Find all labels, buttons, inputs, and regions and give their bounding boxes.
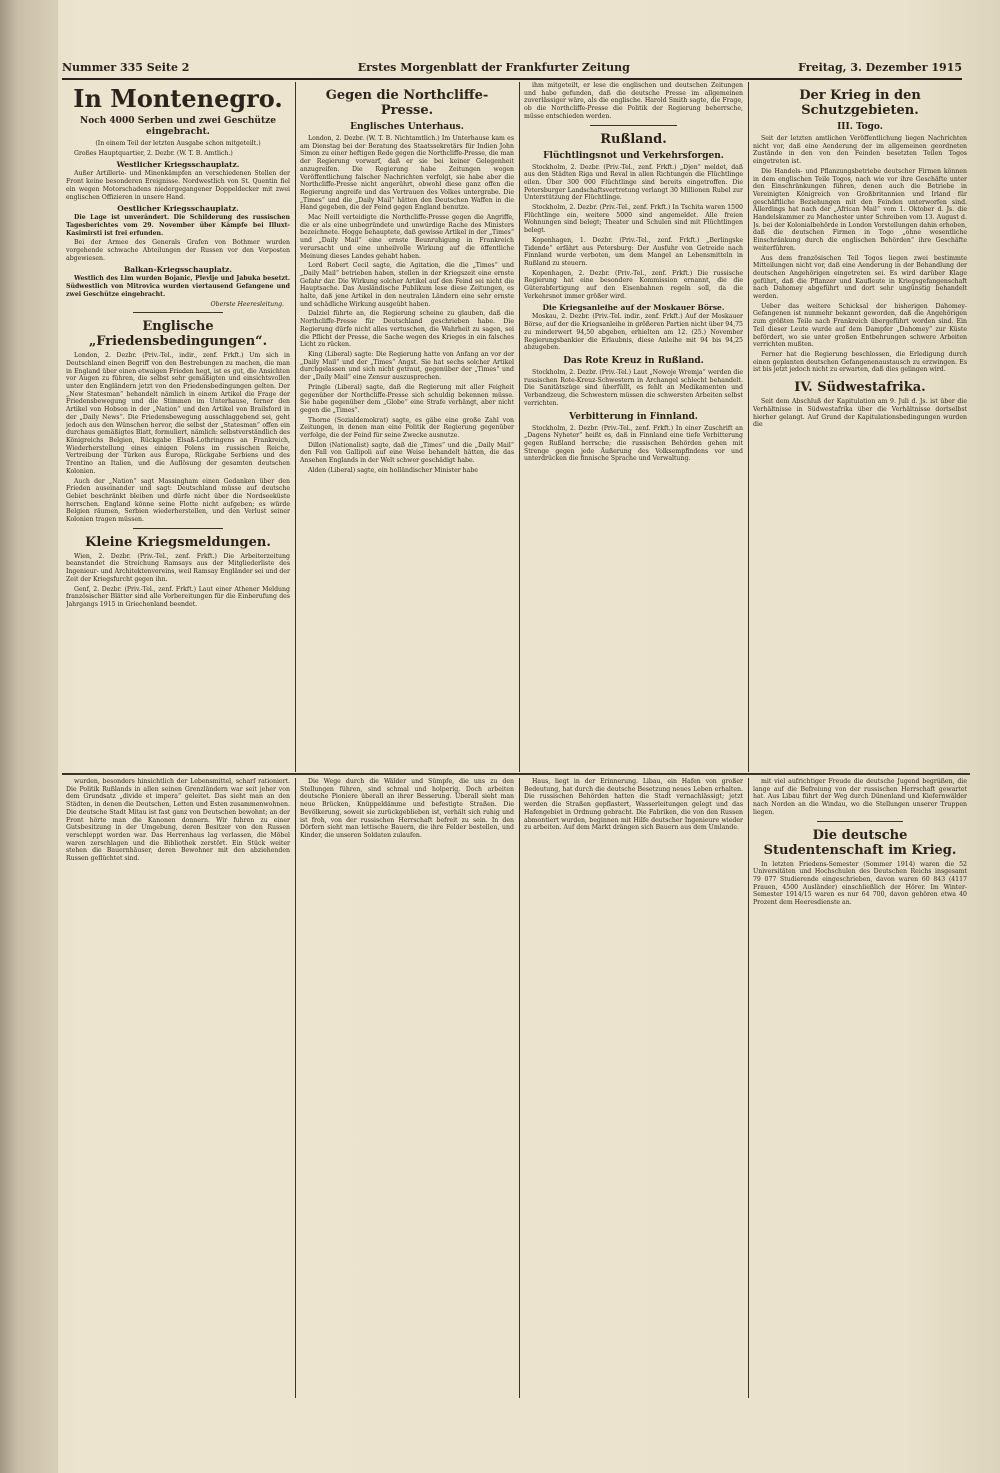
- newspaper-title: Erstes Morgenblatt der Frankfurter Zeitung: [357, 60, 630, 74]
- article-subtitle: III. Togo.: [837, 122, 883, 132]
- column-2: [300, 82, 514, 770]
- article-subtitle: Flüchtlingsnot und Verkehrsforgen.: [543, 150, 724, 161]
- horizontal-rule: [62, 773, 970, 775]
- paragraph: Alden (Liberal) sagte, ein holländischer Minister habe: [308, 466, 478, 474]
- section-heading: Die Kriegsanleihe auf der Moskauer Börse.: [542, 303, 725, 313]
- note: (In einem Teil der letzten Ausgabe schon mitgeteilt.): [95, 140, 261, 147]
- paragraph: Dillon (Nationalist) sagte, daß die „Times“ und die „Daily Mail“ den Fall von Gallipoli auf eine Weise behandelt hätten, die das Ansehen Englands in der Welt schwer geschädigt habe.: [300, 441, 514, 465]
- article-title: Gegen die Northcliffe-Presse.: [325, 88, 489, 118]
- lower-column-3: [524, 778, 743, 1398]
- section-heading: Verbitterung in Finnland.: [569, 411, 698, 422]
- separator: [133, 312, 223, 313]
- paragraph: Stockholm, 2. Dezbr. (Priv.-Tel., zenf. Frkft.) „Djen“ meldet, daß aus den Städten Riga und Reval in allen Richtungen die Flüchtlinge eilen. Über 300 000 Flüchtlinge sind bereits eingetroffen. Die Petersburger Landschaftsvertretung verlangt 30 Millionen Rubel zur Unterstützung der Flüchtlinge.: [524, 163, 743, 202]
- column-rule: [519, 778, 520, 1398]
- paragraph: Genf, 2. Dezbr. (Priv.-Tel., zenf. Frkft.) Laut einer Athener Meldung französischer Blätter sind alle Vorbereitungen für die Einberufung des Jahrgangs 1915 in Griechenland beendet.: [66, 585, 290, 608]
- column-3: [524, 82, 743, 770]
- paragraph: Bei der Armee des Generals Grafen von Bothmer wurden vorgehende schwache Abteilungen der Russen vor den Vorposten abgewiesen.: [66, 239, 290, 262]
- section-heading: Westlicher Kriegsschauplatz.: [116, 160, 240, 170]
- article-subtitle: Noch 4000 Serben und zwei Geschütze eingebracht.: [80, 116, 276, 137]
- paragraph: Seit der letzten amtlichen Veröffentlichung liegen Nachrichten nicht vor, daß eine Aenderung der im allgemeinen geordneten Zustände in den von den Feinden besetzten Teilen Togos eingetreten ist.: [753, 135, 967, 166]
- dateline: Großes Hauptquartier, 2. Dezbr. (W. T. B. Amtlich.): [74, 149, 233, 157]
- page-number: Nummer 335 Seite 2: [62, 60, 190, 74]
- article-title: Kleine Kriegsmeldungen.: [85, 534, 271, 550]
- paragraph: Lord Robert Cecil sagte, die Agitation, die die „Times“ und „Daily Mail“ betrieben haben, stellen in der Kriegszeit eine ernste Gefahr dar. Die Wirkung solcher Artikel auf den Feind sei nicht die Hauptsache. Das Ausländische Publikum lese diese Zeitungen, es halte, daß jene Artikel in den neutralen Ländern eine sehr ernste und schädliche Wirkung ausgeübt haben.: [300, 262, 514, 308]
- paragraph: King (Liberal) sagte: Die Regierung hatte von Anfang an vor der „Daily Mail“ und der „Times“ Angst. Sie hat sechs solcher Artikel durchgelassen und sich nicht getraut, gegenüber der „Times“ und der „Daily Mail“ eine Zensur auszusprechen.: [300, 350, 514, 382]
- article-title: Englische „Friedensbedingungen“.: [88, 319, 268, 350]
- section-heading: Balkan-Kriegsschauplatz.: [123, 265, 233, 275]
- lower-column-1: [66, 778, 290, 1398]
- paragraph: Wien, 2. Dezbr. (Priv.-Tel., zenf. Frkft.) Die Arbeiterzeitung beanstandet die Streichung Ramsays aus der Mitgliederliste des Ingenieur- und Architektenvereins, weil Ramsay Engländer sei und der Zeit der Kriegsfurcht gegen ihn.: [66, 552, 290, 583]
- paragraph: Die Handels- und Pflanzungsbetriebe deutscher Firmen können in dem englischen Teile Togos, nach wie vor ihre Geschäfte unter den Einschränkungen führen, denen auch die Betriebe in Vereinigten Königreich von Großbritannien und Irland für geschäftliche Beziehungen mit den Feinden unterworfen sind. Allerdings hat nach der „African Mail“ vom 1. Oktober d. Js. die Handelskammer zu Manchester unter Schreiben vom 13. August d. Js. bei der Kolonialbehörde in London Vorstellungen dahin erhoben, daß die deutschen Firmen in Togo „ohne wesentliche Einschränkung durch die englischen Behörden“ ihre Geschäfte weiterführen.: [753, 167, 967, 252]
- section-heading: Das Rote Kreuz in Rußland.: [563, 355, 704, 366]
- paragraph: Thorne (Sozialdemokrat) sagte, es gäbe eine große Zahl von Zeitungen, in denen man eine Politik der Regierung gegenüber verfolge, die der Feind für seine Zwecke ausnutze.: [300, 416, 514, 440]
- paragraph: Ueber das weitere Schicksal der bisherigen Dahomey-Gefangenen ist nunmehr bekannt geworden, daß die Angehörigen zum größten Teile nach Frankreich übergeführt worden sind. Ein Teil dieser Leute wurde auf dem Dampfer „Dahomey“ zur Küste befördert, wo sie unter großen Entbehrungen schwere Arbeiten verrichten mußten.: [753, 302, 967, 349]
- separator: [817, 821, 903, 822]
- paragraph: In letzten Friedens-Semester (Sommer 1914) waren die 52 Universitäten und Hochschulen des Deutschen Reichs insgesamt 79 077 Studierende eingeschrieben, davon waren 60 843 (4117 Frauen, 4500 Ausländer) einschließlich der Hörer. Im Winter-Semester 1914/15 waren es nur 64 700, davon gehören etwa 40 Prozent dem Heeresdienste an.: [753, 860, 967, 907]
- article-title: Rußland.: [600, 131, 667, 147]
- article-subtitle: Englisches Unterhaus.: [350, 122, 464, 132]
- masthead: [62, 56, 962, 80]
- paragraph: Die Lage ist unverändert. Die Schilderung des russischen Tagesberichtes vom 29. November über Kämpfe bei Illuxt-Kasimirsti ist frei erfunden.: [66, 214, 290, 237]
- paragraph: Ferner hat die Regierung beschlossen, die Erledigung durch einen geplanten deutschen Gefangenenaustausch zu erzwingen. Es ist bis jetzt jedoch nicht zu erwarten, daß dies gelingen wird.: [753, 350, 967, 374]
- article-title: Der Krieg in den Schutzgebieten.: [799, 88, 921, 118]
- paragraph: Stockholm, 2. Dezbr. (Priv.-Tel., zenf. Frkft.) In einer Zuschrift an „Dagens Nyheter“ heißt es, daß in Finnland eine tiefe Verbitterung gegen Rußland herrsche; die russischen Behörden gehen mit Strenge gegen jede Äußerung des Volksempfindens vor und unterdrücken die finnische Sprache und Verwaltung.: [524, 424, 743, 463]
- lower-column-4: [753, 778, 967, 1398]
- column-rule: [748, 778, 749, 1398]
- paragraph: Aus dem französischen Teil Togos liegen zwei bestimmte Mitteilungen nicht vor, daß eine Aenderung in der Behandlung der deutschen Angehörigen eingetreten sei. Es wird darüber Klage geführt, daß die Pflanzer und Kaufleute in Kriegsgefangenschaft nach Dahomey abgeführt und dort sehr ungünstig behandelt werden.: [753, 254, 967, 301]
- paragraph: Dalziel führte an, die Regierung scheine zu glauben, daß die Northcliffe-Presse für Deutschland geschrieben habe. Die Regierung dürfe nicht alles vertuschen, die Wahrheit zu sagen, sei die Pflicht der Presse, die Sache wegen des Krieges in ein falsches Licht zu rücken.: [300, 310, 514, 349]
- column-rule: [295, 778, 296, 1398]
- paragraph: Mac Neill verteidigte die Northcliffe-Presse gegen die Angriffe, die er als eine unbegründete und unwürdige Rache des Ministers bezeichnete. Hogge behauptete, daß gewisse Artikel in der „Times“ und „Daily Mail“ eine ernste Beunruhigung in Frankreich verursacht und eine unheilvolle Wirkung auf die öffentliche Meinung dieses Landes gehabt haben.: [300, 214, 514, 260]
- page-edge: [0, 0, 58, 1473]
- section-heading: Oestlicher Kriegsschauplatz.: [117, 204, 239, 214]
- issue-date: Freitag, 3. Dezember 1915: [798, 60, 962, 74]
- separator: [590, 125, 678, 126]
- paragraph: Stockholm, 2. Dezbr. (Priv.-Tel., zenf. Frkft.) In Tschita waren 1500 Flüchtlinge ein, weitere 5000 sind angemeldet. Alle freien Wohnungen sind belegt; Theater und Schulen sind mit Flüchtlingen belegt.: [524, 204, 743, 235]
- paragraph: Stockholm, 2. Dezbr. (Priv.-Tel.) Laut „Nowoje Wremja“ werden die russischen Rote-Kreuz-Schwestern in Archangel schlecht behandelt. Die Sanitätszüge sind überfüllt, es fehlt an Medikamenten und Verbandzeug, die Schwestern müssen die schwersten Arbeiten selbst verrichten.: [524, 368, 743, 407]
- signature: Oberste Heeresleitung.: [210, 300, 284, 308]
- column-1: [66, 82, 290, 770]
- paragraph: Die Wege durch die Wälder und Sümpfe, die uns zu den Stellungen führen, sind schmal und holperig. Doch arbeiten deutsche Pioniere überall an ihrer Besserung. Überall sieht man neue Brücken, Knüppeldämme und befestigte Straßen. Die Bevölkerung, soweit sie zurückgeblieben ist, verhält sich ruhig und ist froh, von der russischen Herrschaft befreit zu sein. In den Dörfern sieht man lettische Bauern, die ihre Felder bestellen, und Kinder, die unseren Soldaten zulaufen.: [300, 778, 514, 839]
- paragraph: Haus, liegt in der Erinnerung. Libau, ein Hafen von großer Bedeutung, hat durch die deutsche Besetzung neues Leben erhalten. Die russischen Behörden hatten die Stadt vernachlässigt; jetzt werden die Straßen gepflastert, Wasserleitungen gelegt und das Hafengebiet in Ordnung gebracht. Die Fabriken, die von den Russen abmontiert wurden, beginnen mit Hilfe deutscher Ingenieure wieder zu arbeiten. Auf dem Markt drängen sich Bauern aus dem Umlande.: [524, 778, 743, 832]
- paragraph: Pringle (Liberal) sagte, daß die Regierung mit aller Feigheit gegenüber der Northcliffe-Presse sich schuldig bekennen müsse. Sie habe gegenüber dem „Globe“ eine Strafe verhängt, aber nicht gegen die „Times“.: [300, 383, 514, 414]
- paragraph: London, 2. Dezbr. (Priv.-Tel., indir., zenf. Frkft.) Um sich in Deutschland einen Begriff von den Bestrebungen zu machen, die man in England über einen etwaigen Frieden hegt, ist es gut, die Ansichten vor Augen zu führen, die selbst sehr gemäßigten und einsichtsvollen unter den Engländern jetzt von den Friedensbedingungen gelten. Der „New Statesman“ behandelt nämlich in einem Artikel die Frage der Friedensbewegung und die Stimmen im Unterhause, ferner den Artikel von Hobson in der „Nation“ und den Artikel von Brailsford in der „Daily News“. Die Friedensbewegung ausschlaggebend sei, geht jedoch aus den Wünschen hervor, die selbst der „Statesman“ offen ein durchaus gemäßigtes Blatt, formuliert, nämlich: selbstverständlich des Königreichs Belgien, Rückgabe Elsaß-Lothringens an Frankreich, Wiederherstellung eines einigen Polens im russischen Reiche, Vertreibung der Türken aus Europa, Rückgabe Serbiens und des Trentino an Italien, und die Auflösung der gesamten deutschen Kolonien.: [66, 352, 290, 475]
- paragraph: Moskau, 2. Dezbr. (Priv.-Tel. indir., zenf. Frkft.) Auf der Moskauer Börse, auf der die Kriegsanleihe in größeren Partien nicht über 94,75 zu minderwert 94,50 abgeben, erhielten am 12. (25.) November Regierungsbankier die Erlaubnis, diese Anleihe mit 94 bis 94,25 abzugeben.: [524, 313, 743, 352]
- paragraph: Seit dem Abschluß der Kapitulation am 9. Juli d. Js. ist über die Verhältnisse in Südwestafrika über die Verhältnisse dortselbst hierher gelangt. Auf Grund der Kapitulationsbedingungen wurden die: [753, 398, 967, 429]
- paragraph: London, 2. Dezbr. (W. T. B. Nichtamtlich.) Im Unterhause kam es am Dienstag bei der Beratung des Staatssekretärs für Indien John Simon zu einer heftigen Rede gegen die Northcliffe-Presse, die man der Regierung vorwarf, daß er sie bei keiner Gelegenheit anzugreifen. Die Regierung habe Zeitungen wegen Veröffentlichung falscher Nachrichten verfolgt, sie habe aber die Northcliffe-Presse nicht angerührt, obwohl diese ganz offen die Regierung angreife und das Vertrauen des Volkes untergrabe. Die „Times“ und die „Daily Mail“ hätten den Deutschen Waffen in die Hand gegeben, die der Feind gegen England benutze.: [300, 135, 514, 212]
- paragraph: Auch der „Nation“ sagt Massingham einen Gedanken über den Frieden auseinander und sagt: Deutschland müsse auf deutsche Gebiet beschränkt bleiben und dürfe nicht über die Nordseeküste herrschen. England könne seine Flotte nicht aufgeben; es würde Belgien räumen, Serbien wiederherstellen, und den Verlust seiner Kolonien tragen müssen.: [66, 477, 290, 524]
- paragraph: Kopenhagen, 1. Dezbr. (Priv.-Tel., zenf. Frkft.) „Berlingske Tidende“ erfährt aus Petersburg: Der Ausfuhr von Getreide nach Finnland wurde verboten, um dem Mangel an Lebensmitteln in Rußland zu steuern.: [524, 236, 743, 267]
- paragraph: wurden, besonders hinsichtlich der Lebensmittel, scharf rationiert. Die Politik Rußlands in allen seinen Grenzländern war seit jeher von dem Grundsatz „divide et impera“ geleitet. Das sieht man an den Städten, in denen die Deutschen, Letten und Esten zusammenwohnen. Die deutsche Stadt Mitau ist fast ganz von Deutschen bewohnt; an der Front hörte man die Kanonen donnern. Wir fuhren zu einer Gutsbesitzung in der Umgebung, deren Besitzer von den Russen verschleppt worden war. Das Herrenhaus lag verlassen, die Möbel waren zerschlagen und die Bibliothek zerstört. Ein Stück weiter stehen die Bauernhäuser, deren Bewohner mit den abziehenden Russen geflüchtet sind.: [66, 778, 290, 863]
- paragraph: mit viel aufrichtiger Freude die deutsche Jugend begrüßen, die lange auf die Befreiung von der russischen Herrschaft gewartet hat. Aus Libau führt der Weg durch Dünenland und Kiefernwälder nach Norden an die Windau, wo die Stellungen unserer Truppen liegen.: [753, 778, 967, 816]
- article-title: IV. Südwestafrika.: [794, 380, 926, 396]
- paragraph: Kopenhagen, 2. Dezbr. (Priv.-Tel., zenf. Frkft.) Die russische Regierung hat eine besondere Kommission ernannt, die die Güterabfertigung auf den Eisenbahnen regeln soll, da die Verkehrsnot immer größer wird.: [524, 269, 743, 300]
- column-rule: [748, 82, 749, 772]
- lower-column-2: [300, 778, 514, 1398]
- separator: [133, 528, 223, 529]
- column-rule: [295, 82, 296, 772]
- article-title: Die deutsche Studentenschaft im Krieg.: [763, 827, 957, 858]
- column-4: [753, 82, 967, 770]
- paragraph: Westlich des Lim wurden Bojanic, Plevlje und Jabuka besetzt. Südwestlich von Mitrovica wurden viertausend Gefangene und zwei Geschütze eingebracht.: [66, 275, 290, 298]
- paragraph: ihm mitgeteilt, er lese die englischen und deutschen Zeitungen und habe gefunden, daß die deutsche Presse im allgemeinen zuverlässiger wäre, als die englische. Harold Smith sagte, die Frage, ob die Northcliffe-Presse die Politik der Regierung beherrsche, müsse entschieden werden.: [524, 82, 743, 120]
- paragraph: Außer Artillerie- und Minenkämpfen an verschiedenen Stellen der Front keine besonderen Ereignisse. Nordwestlich von St. Quentin fiel ein wegen Motorschadens niedergegangener Doppeldecker mit zwei englischen Offizieren in unsere Hand.: [66, 170, 290, 201]
- column-rule: [519, 82, 520, 772]
- article-title: In Montenegro.: [73, 84, 283, 113]
